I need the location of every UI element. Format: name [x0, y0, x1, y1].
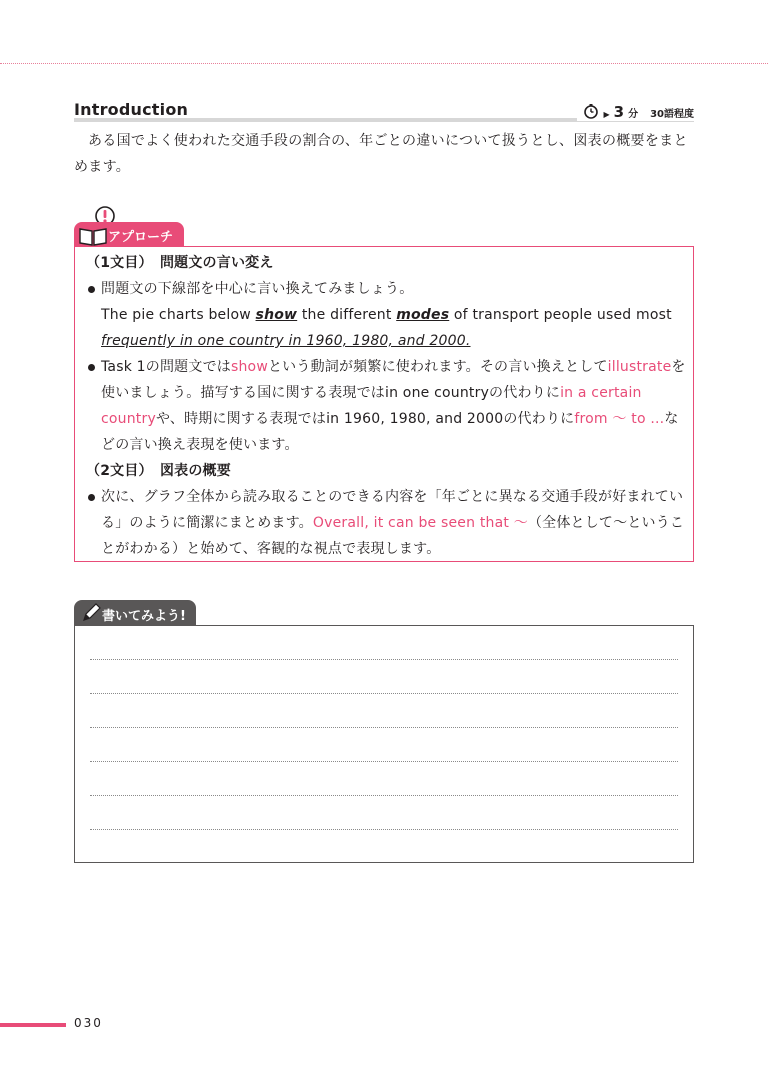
approach-content	[86, 250, 686, 562]
prompt-text: The pie charts below	[101, 307, 256, 323]
writing-line	[90, 829, 678, 830]
bullet-text: 次に、グラフ全体から読み取ることのできる内容を「年ごとに異なる交通手段が好まれている」のように簡潔にまとめます。	[101, 489, 684, 531]
bullet-text: などの言い換え表現を使います。	[101, 411, 679, 453]
underlined-phrase: frequently in one country in 1960, 1980, and 2000.	[101, 333, 471, 349]
writing-line	[90, 761, 678, 762]
top-dotted-rule	[0, 63, 768, 64]
intro-header	[74, 100, 694, 124]
section-heading-1: （1文目） 問題文の言い変え	[86, 255, 274, 271]
write-tab	[74, 600, 196, 626]
prompt-text: the different	[297, 307, 397, 323]
prompt-text: of transport people used most	[449, 307, 672, 323]
writing-line	[90, 659, 678, 660]
minutes-unit: 分	[628, 109, 639, 120]
open-book-icon	[78, 226, 108, 246]
stopwatch-icon	[583, 103, 599, 119]
english-prompt	[86, 302, 686, 354]
section-heading-2: （2文目） 図表の概要	[86, 463, 231, 479]
writing-area[interactable]	[74, 625, 694, 863]
bullet-item	[86, 354, 686, 458]
bullet-item	[86, 276, 686, 302]
keyword: in a certain country	[101, 385, 642, 427]
keyword: Overall, it can be seen that ～	[312, 515, 528, 531]
writing-line	[90, 727, 678, 728]
bullet-text: （全体として～ということがわかる）と始めて、客観的な視点で表現します。	[101, 515, 685, 557]
word-count: 30語程度	[650, 109, 694, 120]
pencil-icon	[80, 602, 102, 624]
writing-line	[90, 693, 678, 694]
writing-line	[90, 795, 678, 796]
intro-text: ある国でよく使われた交通手段の割合の、年ごとの違いについて扱うとし、図表の概要をまとめます。	[74, 133, 688, 175]
bullet-text: を使いましょう。描写する国に関する表現ではin one countryの代わりに	[101, 359, 686, 401]
play-triangle-icon: ▶	[603, 110, 610, 119]
intro-title: Introduction	[74, 100, 189, 119]
bullet-text: という動詞が頻繁に使われます。その言い換えとして	[267, 359, 608, 375]
bullet-text: や、時期に関する表現ではin 1960, 1980, and 2000の代わりに	[155, 411, 575, 427]
bullet-item	[86, 484, 686, 562]
time-word-guide	[577, 101, 694, 121]
approach-label: アプローチ	[108, 230, 174, 245]
minutes-value: 3	[613, 103, 625, 121]
page-number: 030	[74, 1016, 103, 1030]
underlined-word-show: show	[255, 307, 298, 323]
approach-tab	[74, 222, 184, 246]
underlined-word-modes: modes	[396, 307, 450, 323]
keyword: from ～ to ...	[574, 411, 665, 427]
write-label: 書いてみよう!	[102, 609, 186, 624]
keyword: show	[230, 359, 268, 375]
footer-accent-bar	[0, 1023, 66, 1027]
bullet-text: 問題文の下線部を中心に言い換えてみましょう。	[101, 281, 414, 297]
keyword: illustrate	[607, 359, 672, 375]
bullet-text: Task 1の問題文では	[101, 359, 231, 375]
